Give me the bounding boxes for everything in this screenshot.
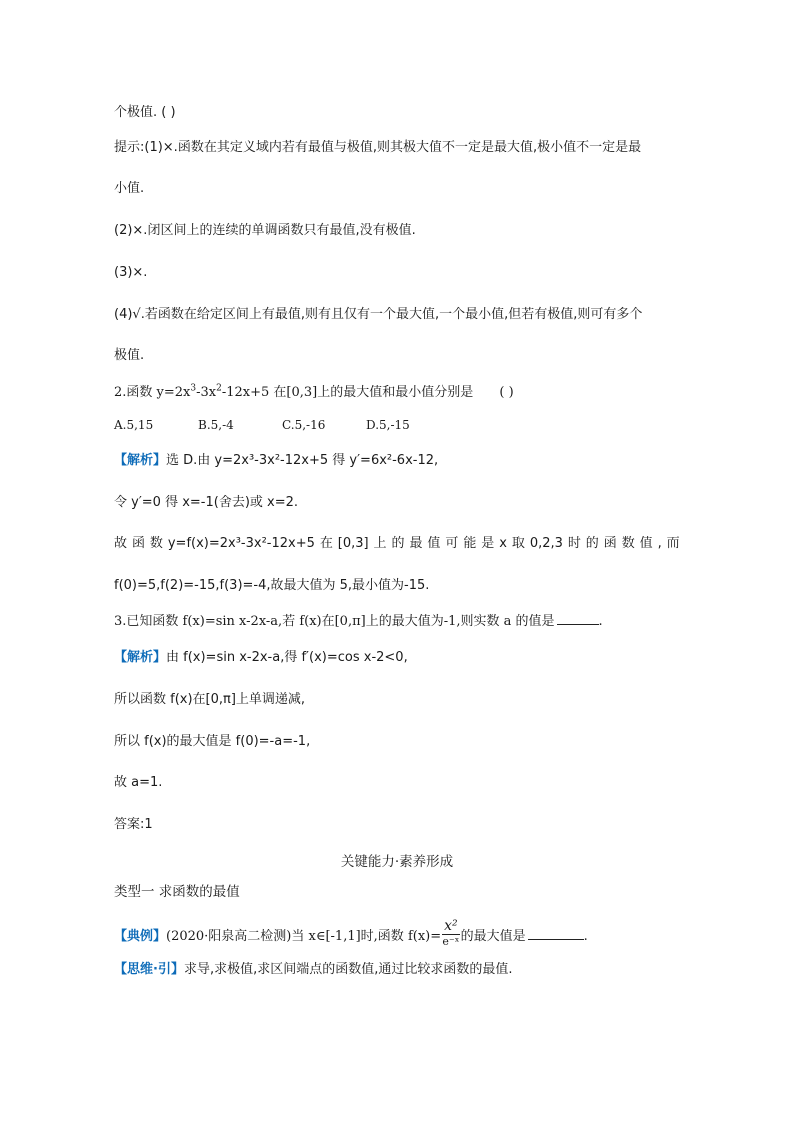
q3-answer: 答案:1: [114, 817, 153, 832]
word: 函: [131, 536, 145, 551]
word: 值: [427, 536, 441, 551]
word: 是: [481, 536, 495, 551]
q2-solution-line-1: [114, 452, 694, 470]
word: 的: [391, 536, 405, 551]
question-2-options: [114, 416, 694, 434]
word: 函: [603, 536, 617, 551]
q2-stem-part: -3x: [196, 385, 217, 400]
q2-stem-part: -12x+5 在[0,3]上的最大值和最小值分别是: [221, 385, 474, 400]
word: 可: [445, 536, 459, 551]
word: 取: [511, 536, 525, 551]
word: 最: [409, 536, 423, 551]
example-end: .: [583, 929, 588, 944]
q3-solution-line-2: 所以函数 f(x)在[0,π]上单调递减,: [114, 692, 306, 707]
hint-line-6: 极值.: [114, 348, 145, 363]
word: [0,3]: [337, 536, 369, 551]
word: x: [499, 536, 507, 551]
q3-stem-end: .: [598, 614, 603, 629]
solution-text: 由 f(x)=sin x-2x-a,得 f′(x)=cos x-2<0,: [166, 650, 408, 665]
word: 上: [373, 536, 387, 551]
hint-line-2: 小值.: [114, 181, 145, 196]
word: y=f(x)=2x³-3x²-12x+5: [167, 536, 315, 551]
type-heading: 类型一 求函数的最值: [114, 884, 240, 900]
text-line: 个极值. ( ): [114, 105, 176, 120]
word: 故: [114, 536, 128, 551]
q2-solution-line-3: [114, 535, 680, 553]
answer-paren: ( ): [499, 385, 514, 400]
hint-line-3: (2)×.闭区间上的连续的单调函数只有最值,没有极值.: [114, 223, 416, 238]
question-2-stem: 2.函数 $y=2x^3-3x^2-12x+5$ 在[0,3]上的最大值和最小值分别是 ( ): [114, 383, 514, 400]
option-d: D.5,-15: [366, 418, 410, 432]
solution-text: 选 D.由 y=2x³-3x²-12x+5 得 y′=6x²-6x-12,: [166, 453, 439, 468]
word: 的: [585, 536, 599, 551]
hint-line-1: 提示:(1)×.函数在其定义域内若有最值与极值,则其极大值不一定是最大值,极小值不一定是最: [114, 140, 642, 155]
word: 在: [319, 536, 333, 551]
word: 时: [567, 536, 581, 551]
fraction-numerator: x²: [444, 918, 458, 934]
q3-solution-line-3: 所以 f(x)的最大值是 f(0)=-a=-1,: [114, 734, 311, 749]
word: 能: [463, 536, 477, 551]
section-title: 关键能力·素养形成: [340, 854, 454, 870]
word: 而: [666, 536, 680, 551]
option-c: C.5,-16: [282, 418, 326, 432]
option-a: A.5,15: [114, 418, 154, 432]
word: ,: [657, 536, 662, 551]
answer-blank: [557, 612, 599, 625]
thinking-tag: 【思维·引】: [114, 962, 184, 977]
hint-line-4: (3)×.: [114, 265, 148, 280]
word: 数: [621, 536, 635, 551]
word: 数: [149, 536, 163, 551]
q3-solution-line-1: [114, 649, 694, 667]
hint-line-5: (4)√.若函数在给定区间上有最值,则有且仅有一个最大值,一个最小值,但若有极值,则可有多个: [114, 307, 643, 322]
fraction: [442, 919, 460, 948]
example-tag: 【典例】: [114, 929, 167, 944]
q3-solution-line-4: 故 a=1.: [114, 775, 163, 790]
q3-stem-text: 3.已知函数 f(x)=sin x-2x-a,若 f(x)在[0,π]上的最大值为-1,则实数 a 的值是: [114, 614, 555, 629]
question-3-stem: [114, 612, 694, 631]
q2-solution-line-2: 令 y′=0 得 x=-1(舍去)或 x=2.: [114, 495, 299, 510]
example-line: [114, 918, 694, 951]
option-b: B.5,-4: [198, 418, 234, 432]
jiexi-tag: 【解析】: [114, 453, 167, 468]
word: 值: [639, 536, 653, 551]
thinking-text: 求导,求极值,求区间端点的函数值,通过比较求函数的最值.: [183, 962, 513, 977]
answer-blank: [528, 927, 584, 940]
fraction-denominator: e⁻ˣ: [442, 935, 460, 948]
example-text: (2020·阳泉高二检测)当 x∈[-1,1]时,函数 f(x)=: [166, 929, 442, 944]
example-text: 的最大值是: [460, 929, 526, 944]
thinking-line: [114, 961, 694, 979]
q2-stem-part: 2.函数 y=2x: [114, 385, 191, 400]
q2-solution-line-4: f(0)=5,f(2)=-15,f(3)=-4,故最大值为 5,最小值为-15.: [114, 578, 430, 593]
jiexi-tag: 【解析】: [114, 650, 167, 665]
word: 0,2,3: [529, 536, 563, 551]
